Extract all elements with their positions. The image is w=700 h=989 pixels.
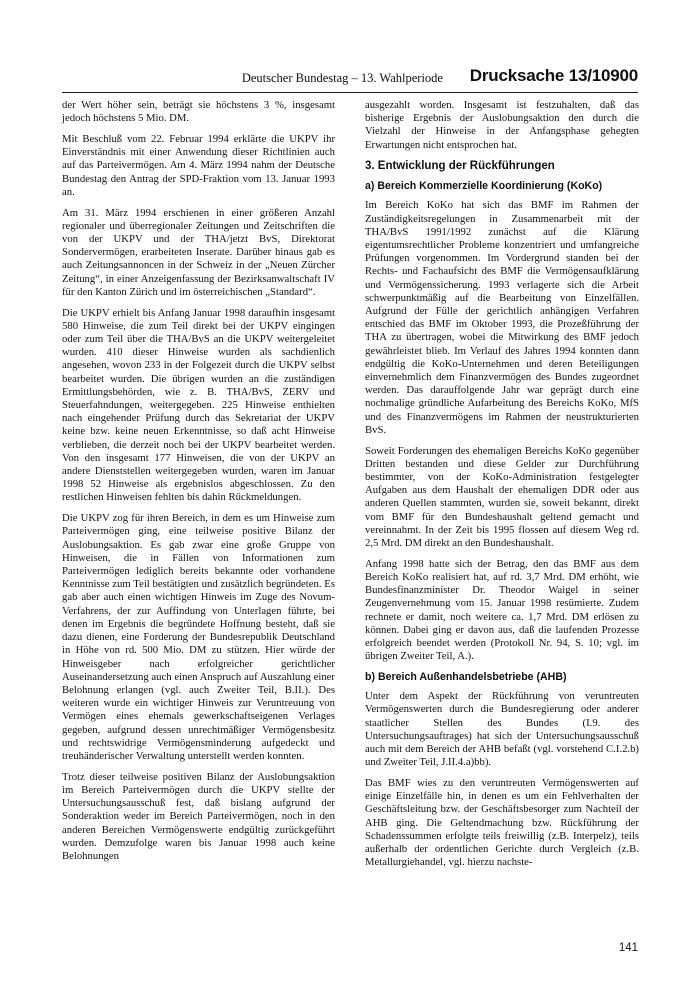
paragraph: Mit Beschluß vom 22. Februar 1994 erklärte die UKPV ihr Einverständnis mit einer Anwendung dieser Richtlinien auch auf das Parteivermögen. Am 4. März 1994 nahm der Deutsche Bundestag den Antrag der SPD-Fraktion vom 13. Januar 1993 an. [62,133,335,198]
paragraph: ausgezahlt worden. Insgesamt ist festzuhalten, daß das bisherige Ergebnis der Auslobungsaktion den durch die Vielzahl der Hinweise in der Anfangsphase gehegten Erwartungen nicht entsprochen hat. [365,99,639,151]
paragraph: Trotz dieser teilweise positiven Bilanz der Auslobungsaktion im Bereich Parteivermögen durch die UKPV stellte der Untersuchungsausschuß fest, daß bislang aufgrund der Sonderaktion weder im Bereich Parteivermögen, noch in den anderen Bereichen Vermögenswerte endgültig zurückgeführt wurden. Demzufolge waren bis Januar 1998 auch keine Belohnungen [62,770,335,862]
paragraph: Soweit Forderungen des ehemaligen Bereichs KoKo gegenüber Dritten bestanden und diese Gelder zur Durchführung bestimmter, von der KoKo-Administration festgelegter Aufgaben aus dem Haushalt der ehemaligen DDR oder aus anderen Quellen stammten, wurden sie, soweit bekannt, direkt vom BMF für den Bundeshaushalt geltend gemacht und vereinnahmt. In der Zeit bis 1995 flossen auf diesem Weg rd. 2,5 Mrd. DM direkt an den Bundeshaushalt. [365,444,639,550]
page-number: 141 [618,942,638,954]
section-heading: 3. Entwicklung der Rückführungen [365,160,555,173]
right-column [365,99,639,877]
paragraph: Unter dem Aspekt der Rückführung von veruntreuten Vermögenswerten durch die Bundesregierung oder anderer staatlicher Stellen des Bundes (I.9. des Untersuchungsauftrages) hat sich der Untersuchungsausschuß auch mit dem Bereich der AHB befaßt (vgl. vorstehend C.I.2.b) und Zweiter Teil, J.II.4.a)bb). [365,690,639,769]
subsection-heading-a: a) Bereich Kommerzielle Koordinierung (KoKo) [365,180,603,193]
left-column [62,99,335,871]
paragraph: Am 31. März 1994 erschienen in einer größeren Anzahl regionaler und überregionaler Zeitungen und Zeitschriften die von der UKPV und der THA/jetzt BvS, Direktorat Sondervermögen, erarbeiteten Inserate. Darüber hinaus gab es auch Zeitungsannoncen in der Schweiz in der „Neuen Zürcher Zeitung“, in einer Anzeigenfassung der Bezirksanwaltschaft IV für den Kanton Zürich und im österreichischen „Standard“. [62,206,335,298]
paragraph: Die UKPV zog für ihren Bereich, in dem es um Hinweise zum Parteivermögen ging, eine teilweise positive Bilanz der Auslobungsaktion. Es gab zwar eine große Gruppe von Hinweisen, die in Fällen von Informationen zum Parteivermögen lediglich bereits bekannte oder vorhandene Kenntnisse zum Teil bestätigten und zusätzlich begründeten. Es gab aber auch einen wichtigen Hinweis im Zuge des Novum-Verfahrens, der zur Auffindung von Unterlagen führte, bei denen im Ergebnis die begründete Hoffnung besteht, daß sie dazu dienen, eine Forderung der Bundesrepublik Deutschland in Höhe von rd. 500 Mio. DM zu stützen. Hier würde der Hinweisgeber nach erfolgreicher gerichtlicher Auseinandersetzung auch einen Anspruch auf Auszahlung einer Belohnung erlangen (vgl. auch Zweiter Teil, B.II.). Des weiteren wurde ein wichtiger Hinweis zur Veruntreuung von Vermögen eines ehemals gewerkschaftseigenen Verlages gegeben, aufgrund dessen unrechtmäßiger Vermögensbesitz und rechtswidrige Vermögensminderung aufgedeckt und treuhänderischer Verwaltung unterstellt werden konnten. [62,512,335,762]
header-rule [62,92,638,93]
paragraph: der Wert höher sein, beträgt sie höchstens 3 %, insgesamt jedoch höchstens 5 Mio. DM. [62,99,335,125]
paragraph: Die UKPV erhielt bis Anfang Januar 1998 daraufhin insgesamt 580 Hinweise, die zum Teil direkt bei der UKPV eingingen oder zum Teil über die THA/BvS an die UKPV weitergeleitet wurden. 410 dieser Hinweise wurden als sachdienlich angesehen, wovon 233 in der Folgezeit durch die UKPV selbst bearbeitet wurden. Die übrigen wurden an die zuständigen Ermittlungsbehörden, wie z. B. THA/BvS, ZERV und Steuerfahndungen, weitergegeben. 225 Hinweise enthielten nach eingehender Prüfung durch das Sekretariat der UKPV keine bzw. keine neuen Erkenntnisse, so daß acht Hinweise verblieben, die derzeit noch bei der UKPV bearbeitet werden. Von den insgesamt 177 Hinweisen, die von der UKPV an andere Dienststellen weitergegeben wurden, waren im Januar 1998 52 Hinweise als ergebnislos abgeschlossen. Zu den restlichen Hinweisen fehlten bis dahin Rückmeldungen. [62,306,335,504]
legislative-period: Deutscher Bundestag – 13. Wahlperiode [241,71,443,85]
document-number: Drucksache 13/10900 [469,66,638,85]
subsection-heading-b: b) Bereich Außenhandelsbetriebe (AHB) [365,671,567,684]
paragraph: Im Bereich KoKo hat sich das BMF im Rahmen der Zuständigkeitsregelungen in Zusammenarbeit mit der THA/BvS 1991/1992 zunächst auf die Klärung eigentumsrechtlicher Probleme konzentriert und umfangreiche Prüfungen vorgenommen. Im Vordergrund standen bei der Rechts- und Fachaufsicht des BMF die Vermögensaufklärung und Vermögenssicherung. 1993 verlagerte sich die Arbeit schwerpunktmäßig auf die Bearbeitung von Einzelfällen. Aufgrund der Fülle der gerichtlich anhängigen Verfahren entschied das BMF im Oktober 1993, die Prozeßführung der THA zu übertragen, wobei die Mitwirkung des BMF jedoch gewährleistet blieb. Im Verlauf des Jahres 1994 konnten dann endgültig die KoKo-Unternehmen und deren Beteiligungen einvernehmlich dem Finanzvermögen des Bundes zugeordnet werden. Das darauffolgende Jahr war geprägt durch eine nochmalige gründliche Aufarbeitung des Bereichs KoKo, MfS und des Finanzvermögens im Rahmen der neustrukturierten BvS. [365,199,639,436]
paragraph: Das BMF wies zu den veruntreuten Vermögenswerten auf einige Einzelfälle hin, in denen es um ein Fehlverhalten der Geschäftsleitung bzw. der Geschäftsbesorger zum Nachteil der AHB ging. Die Geltendmachung bzw. Rückführung der Schadenssummen erfolgte teils freiwillig (z.B. Interpelz), teils außerhalb der ordentlichen Gerichte durch Vergleich (z.B. Metallurgiehandel, vgl. hierzu nachste- [365,776,639,869]
paragraph: Anfang 1998 hatte sich der Betrag, den das BMF aus dem Bereich KoKo realisiert hat, auf rd. 3,7 Mrd. DM erhöht, wie Bundesfinanzminister Dr. Theodor Waigel in seiner Zeugenvernehmung vom 15. Januar 1998 resümierte. Zudem rechnete er damit, noch weitere ca. 1,7 Mrd. DM erlösen zu können. Dabei ging er davon aus, daß die laufenden Prozesse erfolgreich beendet werden (Protokoll Nr. 94, S. 10; vgl. im übrigen Zweiter Teil, A.). [365,557,639,663]
page-header [62,66,638,88]
